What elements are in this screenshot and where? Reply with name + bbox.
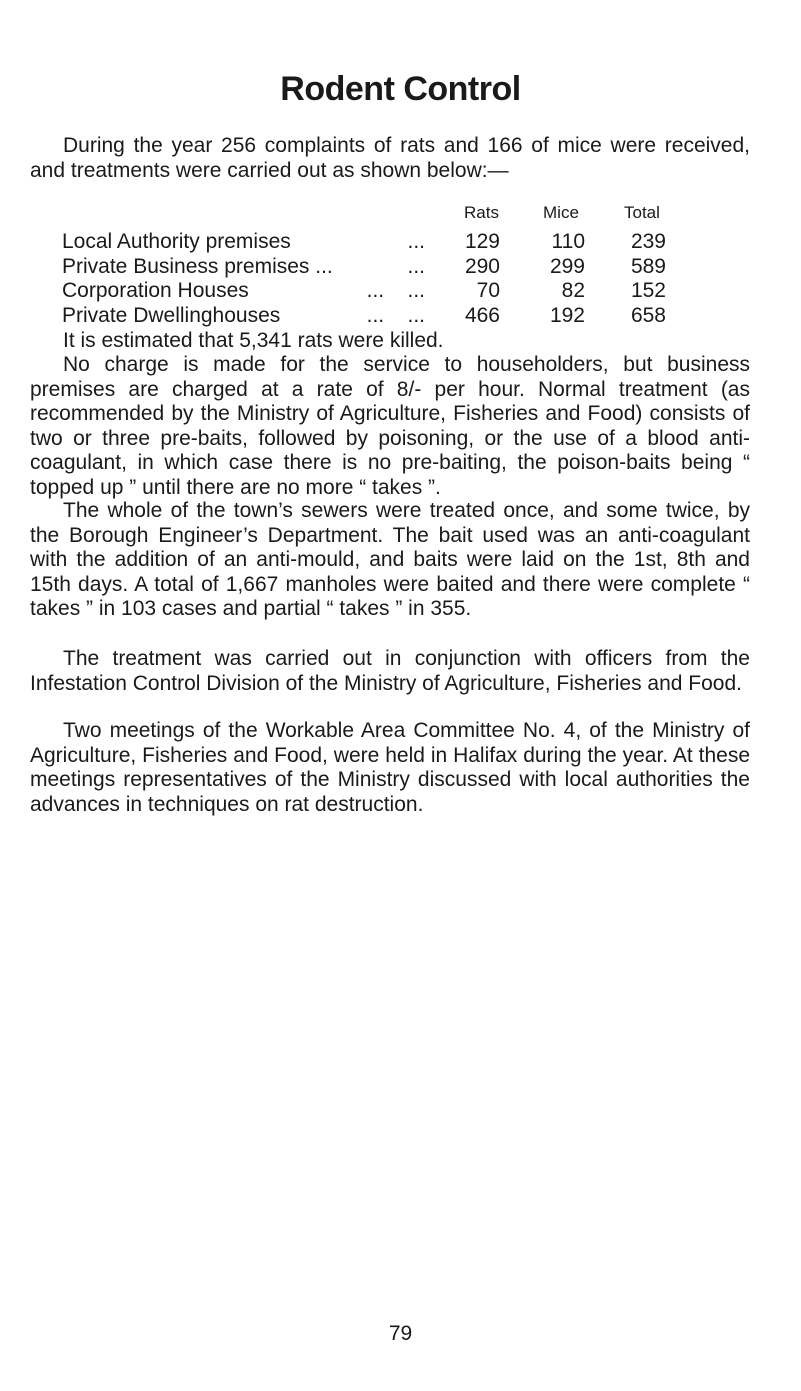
paragraph-sewers: The whole of the town’s sewers were treated once, and some twice, by the Borough Engineer’s Department. The bait used was an anti-coagulant with the addition of an anti-mould, and baits were laid on the 1st, 8th and 15th days. A total of 1,667 manholes were baited and there were complete “ takes ” in 103 cases and partial “ takes ” in 355.	[30, 499, 750, 621]
row-label: Corporation Houses	[62, 279, 249, 302]
header-rats: Rats	[464, 203, 499, 222]
row-mice: 299	[549, 254, 585, 278]
table-row	[62, 255, 702, 280]
paragraph-meetings: Two meetings of the Workable Area Committee No. 4, of the Ministry of Agriculture, Fisheries and Food, were held in Halifax during the year. At these meetings representatives of the Ministry discussed with local authorities the advances in techniques on rat destruction.	[30, 719, 750, 816]
row-label: Private Dwellinghouses	[62, 303, 281, 327]
row-total: 152	[630, 279, 666, 302]
row-label: Private Business premises ...	[62, 254, 333, 278]
row-mice: 110	[551, 230, 585, 253]
header-total: Total	[624, 203, 660, 222]
row-total: 239	[630, 230, 666, 253]
row-leader-dots: ... ...	[366, 279, 425, 302]
estimate-line: It is estimated that 5,341 rats were killed.	[63, 329, 444, 352]
paragraph-charges: No charge is made for the service to householders, but business premises are charged at a rate of 8/- per hour. Normal treatment (as recommended by the Ministry of Agriculture, Fisheries and Food) consists of two or three pre-baits, followed by poisoning, or the use of a blood anti-coagulant, in which case there is no pre-baiting, the poison-baits being “ topped up ” until there are no more “ takes ”.	[30, 353, 750, 499]
table-row	[62, 279, 702, 304]
row-mice: 82	[561, 279, 585, 302]
row-label: Local Authority premises	[62, 230, 291, 253]
treatments-table	[62, 203, 702, 328]
row-rats: 290	[464, 254, 500, 278]
intro-paragraph: During the year 256 complaints of rats and 166 of mice were received, and treatments were carried out as shown below:—	[30, 134, 750, 182]
row-rats: 466	[464, 303, 500, 327]
row-rats: 129	[464, 230, 500, 253]
row-total: 658	[630, 303, 666, 327]
row-leader-dots: ...	[407, 254, 425, 278]
row-total: 589	[630, 254, 666, 278]
row-leader-dots: ... ...	[366, 303, 425, 327]
table-row	[62, 230, 702, 255]
table-row	[62, 304, 702, 329]
paragraph-infestation-control: The treatment was carried out in conjunction with officers from the Infestation Control Division of the Ministry of Agriculture, Fisheries and Food.	[30, 647, 750, 695]
header-mice: Mice	[543, 203, 579, 222]
row-leader-dots: ...	[407, 230, 425, 253]
page-number: 79	[388, 1322, 413, 1345]
row-mice: 192	[549, 303, 585, 327]
table-header	[62, 203, 702, 230]
page-title: Rodent Control	[280, 70, 521, 108]
row-rats: 70	[476, 279, 500, 302]
